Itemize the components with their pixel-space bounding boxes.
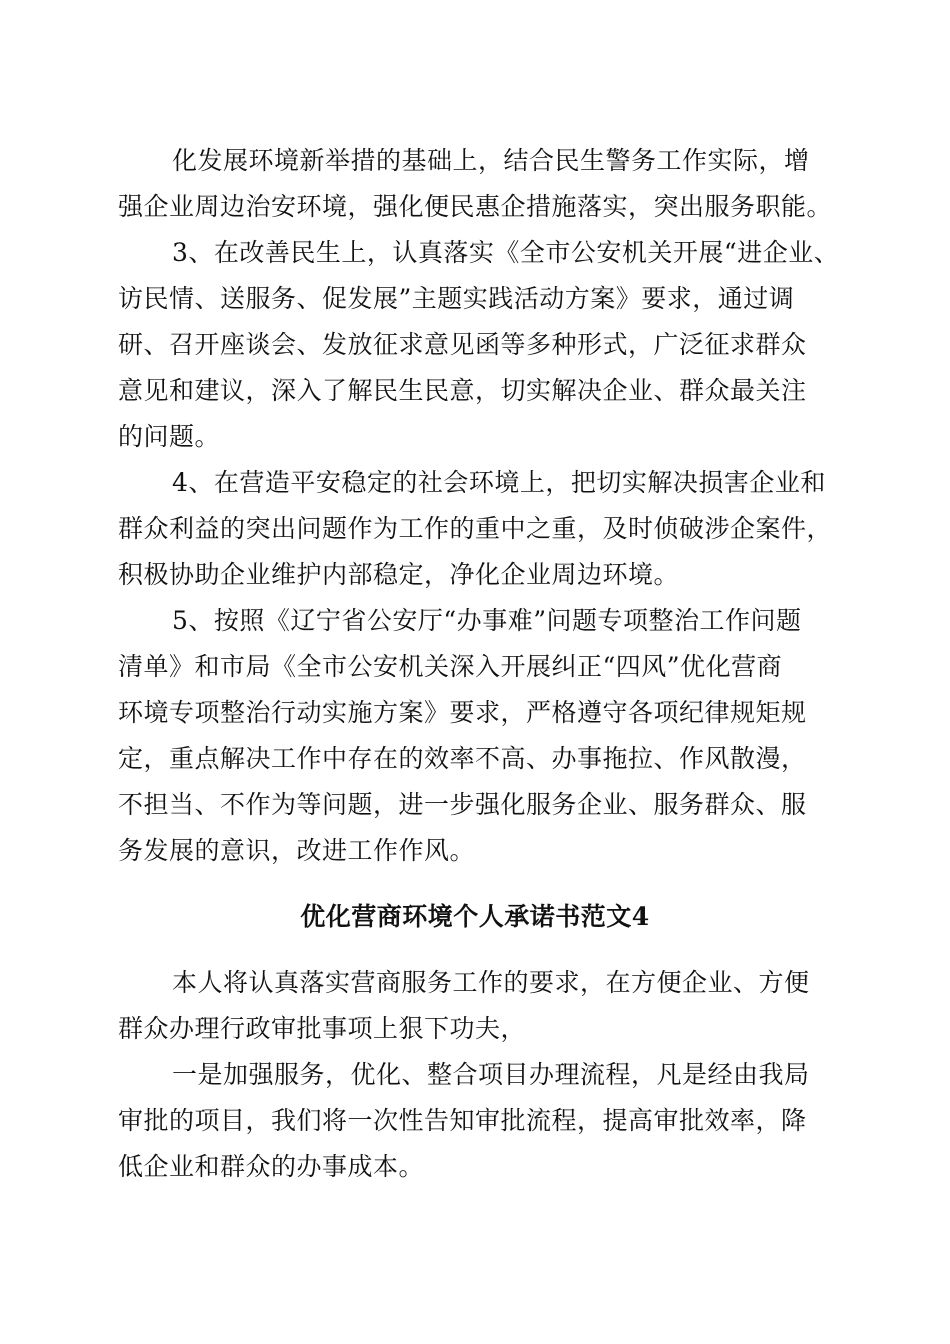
text-line: 意见和建议，深入了解民生民意，切实解决企业、群众最关注 <box>118 376 807 405</box>
section-heading: 优化营商环境个人承诺书范文4 <box>300 902 650 931</box>
text-line: 积极协助企业维护内部稳定，净化企业周边环境。 <box>118 560 680 589</box>
text-line: 低企业和群众的办事成本。 <box>118 1152 425 1181</box>
text-line: 不担当、不作为等问题，进一步强化服务企业、服务群众、服 <box>118 790 807 819</box>
text-line: 定，重点解决工作中存在的效率不高、办事拖拉、作风散漫， <box>118 744 807 773</box>
text-line: 群众办理行政审批事项上狠下功夫， <box>118 1014 527 1043</box>
text-line: 本人将认真落实营商服务工作的要求，在方便企业、方便 <box>172 968 810 997</box>
text-line: 化发展环境新举措的基础上，结合民生警务工作实际，增 <box>172 146 810 175</box>
text-line: 审批的项目，我们将一次性告知审批流程，提高审批效率，降 <box>118 1106 807 1135</box>
text-line: 群众利益的突出问题作为工作的重中之重，及时侦破涉企案件， <box>118 514 833 543</box>
text-line: 环境专项整治行动实施方案》要求，严格遵守各项纪律规矩规 <box>118 698 807 727</box>
text-line: 强企业周边治安环境，强化便民惠企措施落实，突出服务职能。 <box>118 192 833 221</box>
text-line: 3、在改善民生上，认真落实《全市公安机关开展“进企业、 <box>172 238 840 267</box>
text-line: 务发展的意识，改进工作作风。 <box>118 836 476 865</box>
text-line: 4、在营造平安稳定的社会环境上，把切实解决损害企业和 <box>172 468 826 497</box>
text-line: 清单》和市局《全市公安机关深入开展纠正“四风”优化营商 <box>118 652 783 681</box>
text-line: 5、按照《辽宁省公安厅“办事难”问题专项整治工作问题 <box>172 606 802 635</box>
text-line: 访民情、送服务、促发展”主题实践活动方案》要求，通过调 <box>118 284 795 313</box>
text-line: 一是加强服务，优化、整合项目办理流程，凡是经由我局 <box>172 1060 810 1089</box>
text-line: 研、召开座谈会、发放征求意见函等多种形式，广泛征求群众 <box>118 330 807 359</box>
text-line: 的问题。 <box>118 422 221 451</box>
